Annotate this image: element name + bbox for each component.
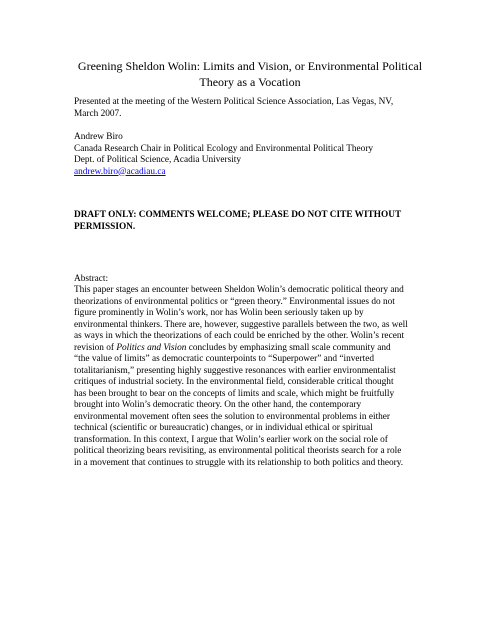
abstract-line: brought into Wolin’s democratic theory. On the other hand, the contemporary bbox=[74, 400, 362, 410]
author-email-link[interactable]: andrew.biro@acadiau.ca bbox=[74, 166, 166, 177]
abstract-body bbox=[74, 285, 444, 469]
abstract-line: transformation. In this context, I argue that Wolin’s earlier work on the social role of bbox=[74, 434, 388, 445]
author-name: Andrew Biro bbox=[74, 132, 123, 142]
abstract-line-text: the value of limits” as democratic counterpoints to “Superpower” and “inverted bbox=[78, 354, 374, 364]
abstract-line-start: revision of bbox=[74, 342, 117, 353]
draft-line-2: PERMISSION. bbox=[74, 221, 136, 232]
abstract-line: theorizations of environmental politics or “green theory.” Environmental issues do not bbox=[74, 296, 395, 307]
paper-title bbox=[70, 58, 430, 90]
abstract-line bbox=[74, 354, 444, 366]
presented-line-2: March 2007. bbox=[74, 108, 122, 119]
abstract-line: has been brought to bear on the concepts of limits and scale, which might be fruitfully bbox=[74, 388, 395, 399]
abstract-open-quote: “ bbox=[74, 354, 79, 364]
abstract-heading: Abstract: bbox=[74, 274, 109, 284]
presented-line-1: Presented at the meeting of the Western Political Science Association, Las Vegas, NV, bbox=[74, 97, 394, 107]
author-position: Canada Research Chair in Political Ecology and Environmental Political Theory bbox=[74, 143, 374, 154]
abstract-line: totalitarianism,” presenting highly suggestive resonances with earlier environmentalist bbox=[74, 365, 396, 376]
book-title-politics-and-vision: Politics and Vision bbox=[116, 342, 187, 353]
author-info bbox=[74, 132, 444, 178]
abstract-line: political theorizing bears revisiting, as environmental political theorists search for a role bbox=[74, 446, 402, 456]
abstract-line: This paper stages an encounter between Sheldon Wolin’s democratic political theory and bbox=[74, 285, 404, 295]
abstract-line: critiques of industrial society. In the environmental field, considerable critical thought bbox=[74, 377, 394, 387]
title-line-1: Greening Sheldon Wolin: Limits and Vision, or Environmental Political bbox=[77, 59, 423, 73]
abstract-line: as ways in which the theorizations of each could be enriched by the other. Wolin’s recent bbox=[74, 331, 405, 341]
abstract-line: environmental movement often sees the solution to environmental problems in either bbox=[74, 411, 391, 422]
abstract-line: technical (scientific or bureaucratic) changes, or in individual ethical or spiritual bbox=[74, 423, 373, 433]
draft-line-1: DRAFT ONLY: COMMENTS WELCOME; PLEASE DO NOT CITE WITHOUT bbox=[74, 210, 402, 220]
abstract-line: figure prominently in Wolin’s work, nor has Wolin been seriously taken up by bbox=[74, 308, 364, 318]
abstract-line-rest: concludes by emphasizing small scale community and bbox=[186, 342, 391, 353]
draft-notice bbox=[74, 210, 444, 233]
abstract-line: environmental thinkers. There are, however, suggestive parallels between the two, as well bbox=[74, 319, 408, 330]
abstract-line-with-title bbox=[74, 343, 444, 355]
title-line-2: Theory as a Vocation bbox=[199, 75, 301, 89]
author-department: Dept. of Political Science, Acadia University bbox=[74, 155, 242, 165]
presented-note bbox=[74, 97, 444, 120]
abstract-line: in a movement that continues to struggle with its relationship to both politics and theory. bbox=[74, 457, 404, 468]
